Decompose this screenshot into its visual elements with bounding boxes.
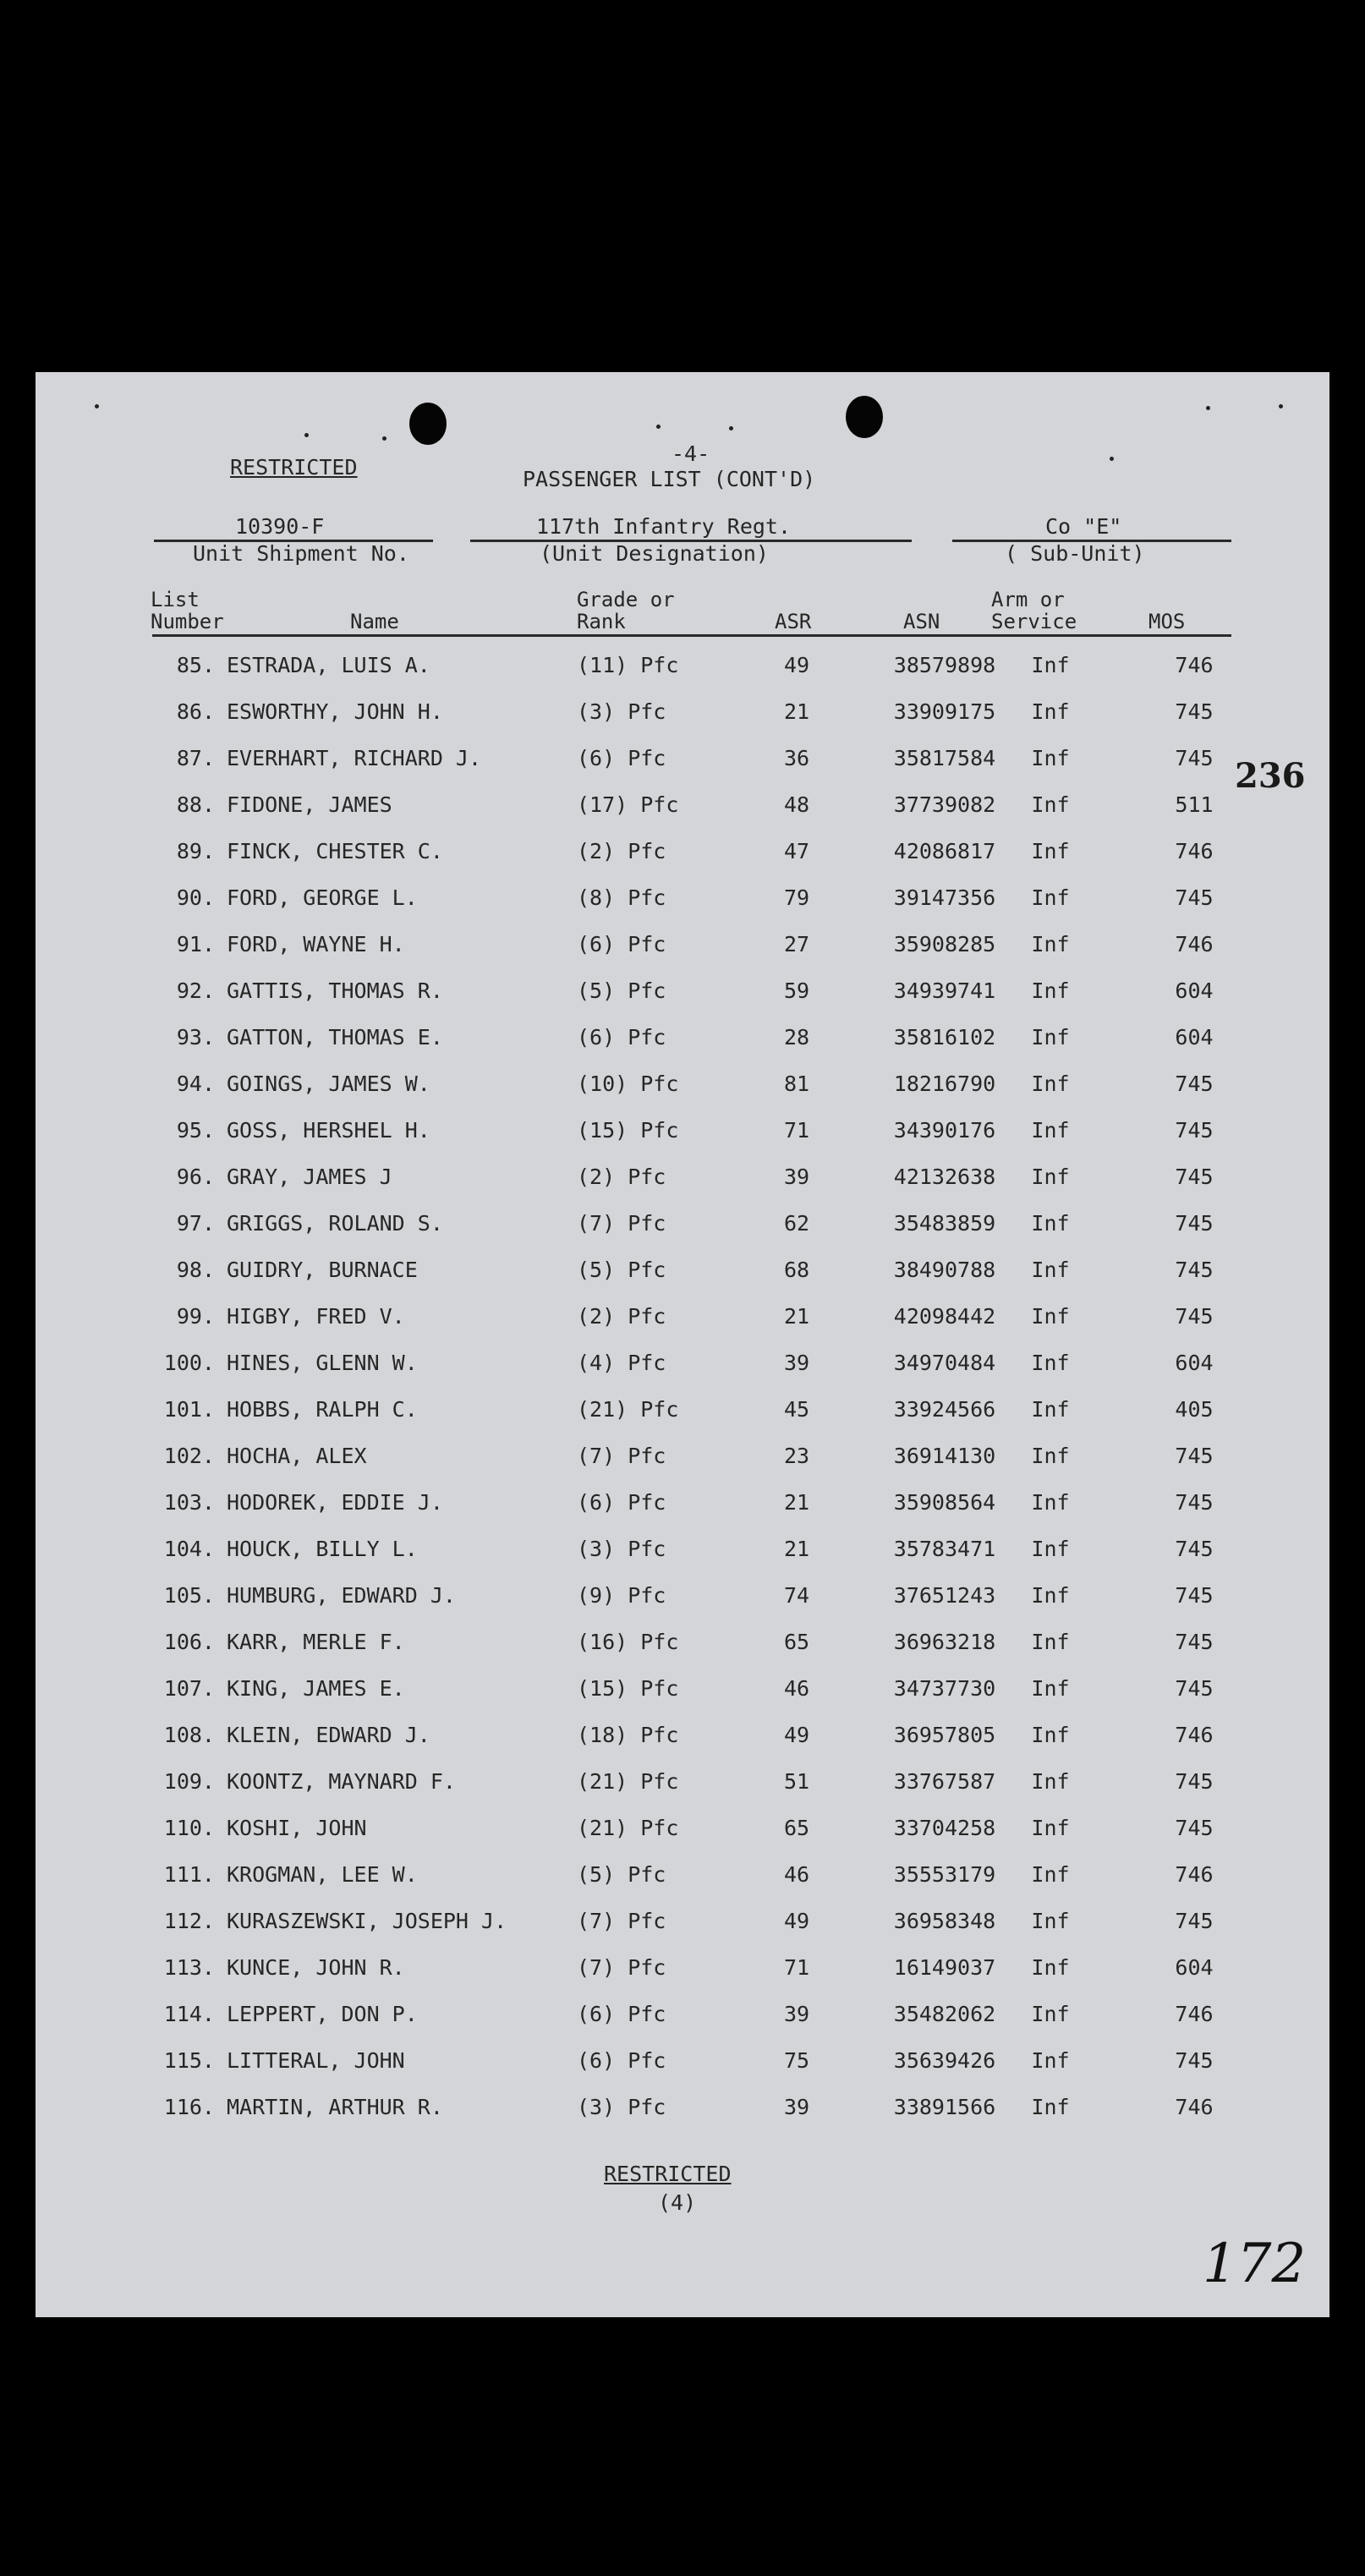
mos-cell: 745 (1175, 1769, 1214, 1794)
grade-cell: (2) Pfc (577, 1165, 666, 1189)
arm-service-cell: Inf (1031, 1025, 1070, 1050)
asn-cell: 34970484 (893, 1351, 996, 1375)
asn-cell: 35816102 (893, 1025, 996, 1050)
table-row (36, 1025, 1329, 1072)
table-row (36, 2048, 1329, 2095)
mos-cell: 745 (1175, 1490, 1214, 1515)
name-cell: HUMBURG, EDWARD J. (227, 1583, 456, 1608)
table-row (36, 1165, 1329, 1211)
mos-cell: 604 (1175, 1955, 1214, 1980)
grade-cell: (5) Pfc (577, 1258, 666, 1282)
table-row (36, 2002, 1329, 2048)
asn-cell: 33891566 (893, 2095, 996, 2119)
table-row (36, 1537, 1329, 1583)
column-header-arm (991, 589, 1077, 633)
mos-cell: 746 (1175, 1862, 1214, 1887)
list-number-cell: 101. (163, 1397, 215, 1422)
name-cell: KURASZEWSKI, JOSEPH J. (227, 1909, 507, 1933)
column-header-line: Grade or (577, 588, 675, 611)
list-number-cell: 96. (176, 1165, 215, 1189)
asr-cell: 68 (783, 1258, 810, 1282)
list-number-cell: 100. (163, 1351, 215, 1375)
grade-cell: (18) Pfc (577, 1723, 679, 1747)
column-header-rule (152, 634, 1231, 637)
asn-cell: 35482062 (893, 2002, 996, 2026)
name-cell: FORD, WAYNE H. (227, 932, 405, 956)
mos-cell: 745 (1175, 1118, 1214, 1143)
arm-service-cell: Inf (1031, 1537, 1070, 1561)
arm-service-cell: Inf (1031, 2095, 1070, 2119)
speck (1110, 457, 1114, 461)
arm-service-cell: Inf (1031, 1676, 1070, 1701)
table-row (36, 699, 1329, 746)
asr-cell: 39 (783, 1351, 810, 1375)
asn-cell: 33704258 (893, 1816, 996, 1840)
list-number-cell: 111. (163, 1862, 215, 1887)
grade-cell: (6) Pfc (577, 2048, 666, 2073)
asn-cell: 33767587 (893, 1769, 996, 1794)
name-cell: MARTIN, ARTHUR R. (227, 2095, 443, 2119)
mos-cell: 746 (1175, 839, 1214, 863)
asr-cell: 59 (783, 978, 810, 1003)
mos-cell: 604 (1175, 978, 1214, 1003)
name-cell: KLEIN, EDWARD J. (227, 1723, 430, 1747)
mos-cell: 745 (1175, 746, 1214, 770)
list-number-cell: 86. (176, 699, 215, 724)
name-cell: HIGBY, FRED V. (227, 1304, 405, 1329)
arm-service-cell: Inf (1031, 1723, 1070, 1747)
arm-service-cell: Inf (1031, 1862, 1070, 1887)
arm-service-cell: Inf (1031, 932, 1070, 956)
name-cell: LITTERAL, JOHN (227, 2048, 405, 2073)
arm-service-cell: Inf (1031, 2002, 1070, 2026)
column-header-name: Name (350, 610, 399, 633)
name-cell: FINCK, CHESTER C. (227, 839, 443, 863)
table-row (36, 1769, 1329, 1816)
name-cell: FIDONE, JAMES (227, 792, 392, 817)
mos-cell: 745 (1175, 1258, 1214, 1282)
asn-cell: 33909175 (893, 699, 996, 724)
mos-cell: 746 (1175, 653, 1214, 677)
list-number-cell: 94. (176, 1072, 215, 1096)
document-page (36, 372, 1329, 2317)
name-cell: KOONTZ, MAYNARD F. (227, 1769, 456, 1794)
asn-cell: 34939741 (893, 978, 996, 1003)
asr-cell: 23 (783, 1444, 810, 1468)
restricted-footer: RESTRICTED (604, 2162, 732, 2186)
asn-cell: 35483859 (893, 1211, 996, 1236)
arm-service-cell: Inf (1031, 1816, 1070, 1840)
list-number-cell: 109. (163, 1769, 215, 1794)
mos-cell: 745 (1175, 1444, 1214, 1468)
asr-cell: 21 (783, 1304, 810, 1329)
asr-cell: 65 (783, 1630, 810, 1654)
column-header-line: List (151, 588, 200, 611)
arm-service-cell: Inf (1031, 1444, 1070, 1468)
asn-cell: 35908564 (893, 1490, 996, 1515)
list-number-cell: 110. (163, 1816, 215, 1840)
list-number-cell: 103. (163, 1490, 215, 1515)
speck (1279, 404, 1283, 408)
list-number-cell: 91. (176, 932, 215, 956)
arm-service-cell: Inf (1031, 1351, 1070, 1375)
name-cell: GOINGS, JAMES W. (227, 1072, 430, 1096)
mos-cell: 746 (1175, 1723, 1214, 1747)
list-number-cell: 90. (176, 885, 215, 910)
grade-cell: (2) Pfc (577, 839, 666, 863)
asr-cell: 49 (783, 1909, 810, 1933)
column-header-asr: ASR (775, 610, 812, 633)
name-cell: GUIDRY, BURNACE (227, 1258, 418, 1282)
speck (656, 425, 661, 429)
mos-cell: 745 (1175, 1165, 1214, 1189)
grade-cell: (11) Pfc (577, 653, 679, 677)
list-number-cell: 85. (176, 653, 215, 677)
arm-service-cell: Inf (1031, 2048, 1070, 2073)
column-header-line: Number (151, 610, 224, 633)
grade-cell: (7) Pfc (577, 1211, 666, 1236)
handwritten-number: 172 (1203, 2233, 1307, 2295)
table-row (36, 978, 1329, 1025)
list-number-cell: 88. (176, 792, 215, 817)
asr-cell: 27 (783, 932, 810, 956)
mos-cell: 745 (1175, 885, 1214, 910)
asr-cell: 39 (783, 2095, 810, 2119)
table-row (36, 1723, 1329, 1769)
name-cell: KOSHI, JOHN (227, 1816, 367, 1840)
asn-cell: 35639426 (893, 2048, 996, 2073)
asn-cell: 36957805 (893, 1723, 996, 1747)
asn-cell: 36914130 (893, 1444, 996, 1468)
asr-cell: 28 (783, 1025, 810, 1050)
name-cell: GRIGGS, ROLAND S. (227, 1211, 443, 1236)
name-cell: HODOREK, EDDIE J. (227, 1490, 443, 1515)
unit-label: (Unit Designation) (540, 541, 769, 566)
asr-cell: 21 (783, 1490, 810, 1515)
grade-cell: (21) Pfc (577, 1816, 679, 1840)
table-row (36, 1211, 1329, 1258)
speck (95, 404, 99, 408)
arm-service-cell: Inf (1031, 1304, 1070, 1329)
mos-cell: 745 (1175, 1676, 1214, 1701)
grade-cell: (7) Pfc (577, 1444, 666, 1468)
asn-cell: 18216790 (893, 1072, 996, 1096)
arm-service-cell: Inf (1031, 1118, 1070, 1143)
grade-cell: (8) Pfc (577, 885, 666, 910)
arm-service-cell: Inf (1031, 885, 1070, 910)
asn-cell: 38490788 (893, 1258, 996, 1282)
column-header-line: Rank (577, 610, 626, 633)
mos-cell: 745 (1175, 2048, 1214, 2073)
arm-service-cell: Inf (1031, 1583, 1070, 1608)
name-cell: LEPPERT, DON P. (227, 2002, 418, 2026)
table-row (36, 1304, 1329, 1351)
asn-cell: 16149037 (893, 1955, 996, 1980)
arm-service-cell: Inf (1031, 699, 1070, 724)
table-row (36, 1397, 1329, 1444)
arm-service-cell: Inf (1031, 746, 1070, 770)
arm-service-cell: Inf (1031, 1258, 1070, 1282)
list-number-cell: 93. (176, 1025, 215, 1050)
asr-cell: 21 (783, 699, 810, 724)
table-row (36, 885, 1329, 932)
grade-cell: (15) Pfc (577, 1118, 679, 1143)
mos-cell: 745 (1175, 1909, 1214, 1933)
asn-cell: 42086817 (893, 839, 996, 863)
table-row (36, 1955, 1329, 2002)
column-header-list-number (151, 589, 224, 633)
table-row (36, 792, 1329, 839)
mos-cell: 511 (1175, 792, 1214, 817)
grade-cell: (3) Pfc (577, 1537, 666, 1561)
asn-cell: 39147356 (893, 885, 996, 910)
list-number-cell: 107. (163, 1676, 215, 1701)
sub-unit-label: ( Sub-Unit) (1005, 541, 1145, 566)
grade-cell: (21) Pfc (577, 1769, 679, 1794)
grade-cell: (2) Pfc (577, 1304, 666, 1329)
asr-cell: 49 (783, 653, 810, 677)
asr-cell: 49 (783, 1723, 810, 1747)
column-header-line: Service (991, 610, 1077, 633)
arm-service-cell: Inf (1031, 653, 1070, 677)
mos-cell: 405 (1175, 1397, 1214, 1422)
name-cell: KROGMAN, LEE W. (227, 1862, 418, 1887)
asr-cell: 47 (783, 839, 810, 863)
list-number-cell: 105. (163, 1583, 215, 1608)
name-cell: ESTRADA, LUIS A. (227, 653, 430, 677)
list-number-cell: 89. (176, 839, 215, 863)
arm-service-cell: Inf (1031, 1630, 1070, 1654)
mos-cell: 745 (1175, 1537, 1214, 1561)
list-number-cell: 108. (163, 1723, 215, 1747)
mos-cell: 746 (1175, 2095, 1214, 2119)
asn-cell: 35553179 (893, 1862, 996, 1887)
mos-cell: 745 (1175, 699, 1214, 724)
column-header-grade (577, 589, 675, 633)
table-row (36, 1351, 1329, 1397)
list-number-cell: 98. (176, 1258, 215, 1282)
list-number-cell: 99. (176, 1304, 215, 1329)
asn-cell: 37739082 (893, 792, 996, 817)
arm-service-cell: Inf (1031, 839, 1070, 863)
grade-cell: (5) Pfc (577, 1862, 666, 1887)
mos-cell: 745 (1175, 1816, 1214, 1840)
list-number-cell: 113. (163, 1955, 215, 1980)
punch-hole-left (409, 403, 447, 445)
asn-cell: 42098442 (893, 1304, 996, 1329)
arm-service-cell: Inf (1031, 1397, 1070, 1422)
table-row (36, 839, 1329, 885)
document-title: PASSENGER LIST (CONT'D) (523, 467, 816, 491)
table-row (36, 1118, 1329, 1165)
list-number-cell: 95. (176, 1118, 215, 1143)
mos-cell: 745 (1175, 1630, 1214, 1654)
list-number-cell: 102. (163, 1444, 215, 1468)
mos-cell: 604 (1175, 1025, 1214, 1050)
asr-cell: 75 (783, 2048, 810, 2073)
asr-cell: 79 (783, 885, 810, 910)
punch-hole-right (846, 396, 883, 438)
table-row (36, 1862, 1329, 1909)
asn-cell: 34737730 (893, 1676, 996, 1701)
grade-cell: (6) Pfc (577, 1490, 666, 1515)
table-row (36, 932, 1329, 978)
page-number: (4) (658, 2190, 697, 2215)
shipment-number: 10390-F (235, 514, 325, 539)
name-cell: KUNCE, JOHN R. (227, 1955, 405, 1980)
grade-cell: (15) Pfc (577, 1676, 679, 1701)
table-row (36, 2095, 1329, 2141)
asn-cell: 36963218 (893, 1630, 996, 1654)
unit-designation: 117th Infantry Regt. (536, 514, 792, 539)
grade-cell: (16) Pfc (577, 1630, 679, 1654)
name-cell: HOCHA, ALEX (227, 1444, 367, 1468)
stamp-number: 236 (1235, 756, 1306, 796)
table-row (36, 1258, 1329, 1304)
list-number-cell: 116. (163, 2095, 215, 2119)
asr-cell: 39 (783, 2002, 810, 2026)
grade-cell: (5) Pfc (577, 978, 666, 1003)
name-cell: HOBBS, RALPH C. (227, 1397, 418, 1422)
asr-cell: 81 (783, 1072, 810, 1096)
name-cell: GATTON, THOMAS E. (227, 1025, 443, 1050)
table-row (36, 1583, 1329, 1630)
table-row (36, 1444, 1329, 1490)
name-cell: GOSS, HERSHEL H. (227, 1118, 430, 1143)
arm-service-cell: Inf (1031, 1955, 1070, 1980)
list-number-cell: 97. (176, 1211, 215, 1236)
mos-cell: 745 (1175, 1211, 1214, 1236)
asr-cell: 39 (783, 1165, 810, 1189)
table-row (36, 1630, 1329, 1676)
asr-cell: 62 (783, 1211, 810, 1236)
grade-cell: (21) Pfc (577, 1397, 679, 1422)
grade-cell: (7) Pfc (577, 1909, 666, 1933)
name-cell: HOUCK, BILLY L. (227, 1537, 418, 1561)
grade-cell: (7) Pfc (577, 1955, 666, 1980)
name-cell: KING, JAMES E. (227, 1676, 405, 1701)
list-number-cell: 114. (163, 2002, 215, 2026)
table-row (36, 653, 1329, 699)
asn-cell: 37651243 (893, 1583, 996, 1608)
speck (304, 433, 309, 437)
grade-cell: (6) Pfc (577, 2002, 666, 2026)
arm-service-cell: Inf (1031, 1165, 1070, 1189)
column-header-line: Arm or (991, 588, 1065, 611)
arm-service-cell: Inf (1031, 1769, 1070, 1794)
grade-cell: (17) Pfc (577, 792, 679, 817)
list-number-cell: 92. (176, 978, 215, 1003)
table-row (36, 1676, 1329, 1723)
grade-cell: (10) Pfc (577, 1072, 679, 1096)
table-row (36, 1816, 1329, 1862)
mos-cell: 745 (1175, 1583, 1214, 1608)
name-cell: GATTIS, THOMAS R. (227, 978, 443, 1003)
asr-cell: 74 (783, 1583, 810, 1608)
list-number-cell: 87. (176, 746, 215, 770)
column-header-mos: MOS (1148, 610, 1186, 633)
grade-cell: (3) Pfc (577, 2095, 666, 2119)
mos-cell: 746 (1175, 2002, 1214, 2026)
grade-cell: (6) Pfc (577, 1025, 666, 1050)
asn-cell: 35908285 (893, 932, 996, 956)
name-cell: KARR, MERLE F. (227, 1630, 405, 1654)
table-row (36, 1490, 1329, 1537)
column-header-asn: ASN (903, 610, 940, 633)
asn-cell: 35783471 (893, 1537, 996, 1561)
mos-cell: 746 (1175, 932, 1214, 956)
table-row (36, 746, 1329, 792)
arm-service-cell: Inf (1031, 792, 1070, 817)
speck (729, 426, 733, 430)
page-marker: -4- (672, 441, 710, 466)
restricted-header: RESTRICTED (230, 455, 358, 480)
arm-service-cell: Inf (1031, 1909, 1070, 1933)
list-number-cell: 104. (163, 1537, 215, 1561)
asn-cell: 35817584 (893, 746, 996, 770)
name-cell: ESWORTHY, JOHN H. (227, 699, 443, 724)
asr-cell: 51 (783, 1769, 810, 1794)
asr-cell: 36 (783, 746, 810, 770)
asr-cell: 65 (783, 1816, 810, 1840)
asn-cell: 42132638 (893, 1165, 996, 1189)
asr-cell: 48 (783, 792, 810, 817)
name-cell: EVERHART, RICHARD J. (227, 746, 482, 770)
sub-unit: Co "E" (1045, 514, 1122, 539)
mos-cell: 604 (1175, 1351, 1214, 1375)
asn-cell: 33924566 (893, 1397, 996, 1422)
name-cell: HINES, GLENN W. (227, 1351, 418, 1375)
asn-cell: 38579898 (893, 653, 996, 677)
list-number-cell: 106. (163, 1630, 215, 1654)
speck (382, 436, 386, 441)
asn-cell: 34390176 (893, 1118, 996, 1143)
list-number-cell: 112. (163, 1909, 215, 1933)
grade-cell: (6) Pfc (577, 932, 666, 956)
arm-service-cell: Inf (1031, 1211, 1070, 1236)
arm-service-cell: Inf (1031, 978, 1070, 1003)
list-number-cell: 115. (163, 2048, 215, 2073)
table-row (36, 1072, 1329, 1118)
arm-service-cell: Inf (1031, 1072, 1070, 1096)
asr-cell: 71 (783, 1118, 810, 1143)
asr-cell: 71 (783, 1955, 810, 1980)
shipment-label: Unit Shipment No. (193, 541, 409, 566)
asr-cell: 45 (783, 1397, 810, 1422)
grade-cell: (3) Pfc (577, 699, 666, 724)
asr-cell: 21 (783, 1537, 810, 1561)
name-cell: GRAY, JAMES J (227, 1165, 392, 1189)
table-row (36, 1909, 1329, 1955)
name-cell: FORD, GEORGE L. (227, 885, 418, 910)
speck (1206, 406, 1210, 410)
asr-cell: 46 (783, 1862, 810, 1887)
asn-cell: 36958348 (893, 1909, 996, 1933)
mos-cell: 745 (1175, 1072, 1214, 1096)
mos-cell: 745 (1175, 1304, 1214, 1329)
asr-cell: 46 (783, 1676, 810, 1701)
grade-cell: (4) Pfc (577, 1351, 666, 1375)
arm-service-cell: Inf (1031, 1490, 1070, 1515)
grade-cell: (6) Pfc (577, 746, 666, 770)
grade-cell: (9) Pfc (577, 1583, 666, 1608)
